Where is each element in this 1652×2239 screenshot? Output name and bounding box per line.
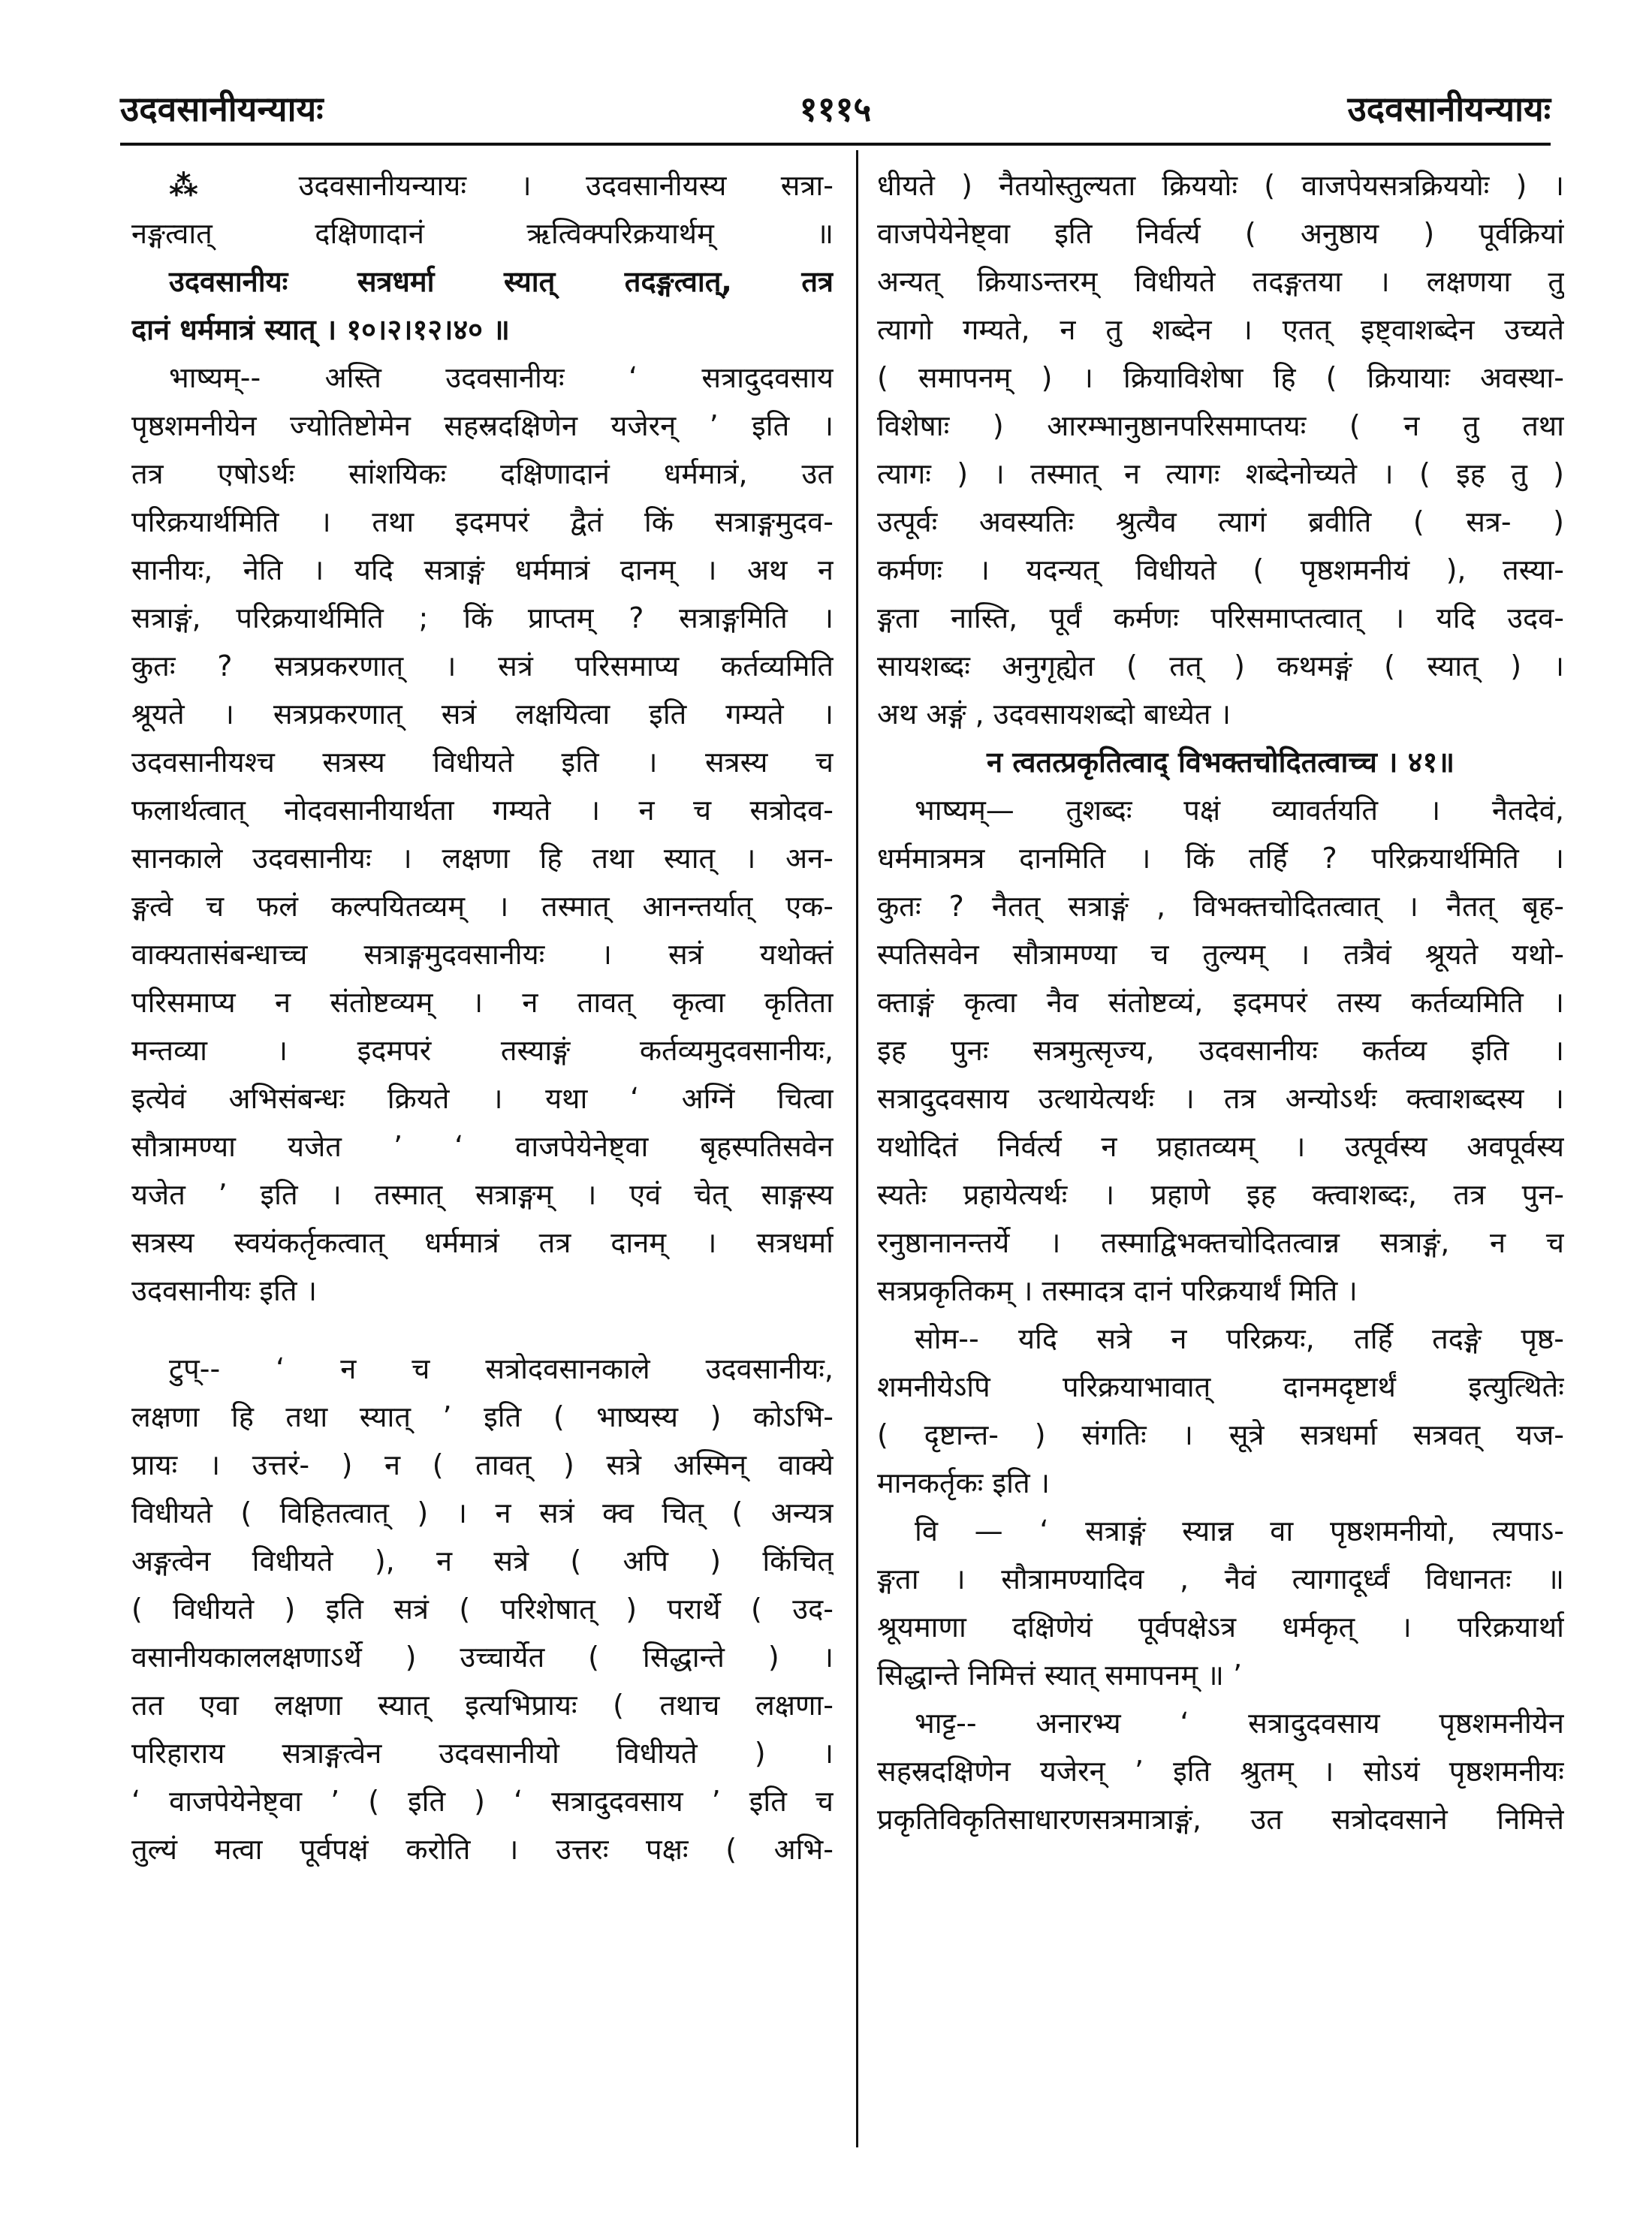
- text-line: स्यतेः प्रहायेत्यर्थः । प्रहाणे इह क्त्वाशब्दः, तत्र पुन-: [877, 1178, 1564, 1211]
- text-line: श्रूयमाणा दक्षिणेयं पूर्वपक्षेऽत्र धर्मकृत् । परिक्रयार्था: [877, 1611, 1564, 1644]
- text-line: ⁂ उदवसानीयन्यायः । उदवसानीयस्य सत्रा-: [169, 169, 834, 202]
- text-line: परिसमाप्य न संतोष्टव्यम् । न तावत् कृत्वा कृतिता: [131, 986, 834, 1019]
- text-line: सत्रप्रकृतिकम् । तस्मादत्र दानं परिक्रयार्थं मिति ।: [877, 1274, 1358, 1307]
- text-line: सानकाले उदवसानीयः । लक्षणा हि तथा स्यात् । अन-: [131, 842, 834, 875]
- text-line: ( समापनम् ) । क्रियाविशेषा हि ( क्रियायाः अवस्था-: [877, 361, 1564, 394]
- text-line: सायशब्दः अनुगृह्येत ( तत् ) कथमङ्गं ( स्यात् ) ।: [877, 649, 1564, 683]
- text-line: वाक्यतासंबन्धाच्च सत्राङ्गमुदवसानीयः । सत्रं यथोक्तं: [131, 938, 834, 971]
- text-line: उत्पूर्वः अवस्यतिः श्रुत्यैव त्यागं ब्रवीति ( सत्र- ): [877, 505, 1564, 538]
- text-line: सोम-- यदि सत्रे न परिक्रयः, तर्हि तदङ्गे पृष्ठ-: [915, 1322, 1564, 1355]
- sutra-line: दानं धर्ममात्रं स्यात् । १०।२।१२।४० ॥: [131, 313, 510, 346]
- text-line: ( विधीयते ) इति सत्रं ( परिशेषात् ) परार्थे ( उद-: [131, 1593, 834, 1626]
- text-line: परिहाराय सत्राङ्गत्वेन उदवसानीयो विधीयते ) ।: [131, 1737, 834, 1770]
- text-line: स्पतिसवेन सौत्रामण्या च तुल्यम् । तत्रैवं श्रूयते यथो-: [877, 938, 1564, 971]
- text-line: ‘ वाजपेयेनेष्ट्वा ’ ( इति ) ‘ सत्रादुदवसाय ’ इति च: [131, 1785, 834, 1818]
- text-line: तत्र एषोऽर्थः सांशयिकः दक्षिणादानं धर्ममात्रं, उत: [131, 457, 834, 490]
- column-divider: [856, 150, 858, 2147]
- text-line: धर्ममात्रमत्र दानमिति । किं तर्हि ? परिक्रयार्थमिति ।: [877, 842, 1564, 875]
- paragraph-gap: [131, 1315, 834, 1345]
- page-header: [120, 79, 1551, 139]
- text-line: वसानीयकाललक्षणाऽर्थे ) उच्चार्येत ( सिद्धान्ते ) ।: [131, 1641, 834, 1674]
- text-line: इत्येवं अभिसंबन्धः क्रियते । यथा ‘ अग्निं चित्वा: [131, 1082, 834, 1115]
- text-line: सत्रादुदवसाय उत्थायेत्यर्थः । तत्र अन्योऽर्थः क्त्वाशब्दस्य ।: [877, 1082, 1564, 1115]
- running-title-left: उदवसानीयन्यायः: [120, 89, 324, 129]
- text-line: रनुष्ठानानन्तर्ये । तस्माद्विभक्तचोदितत्वान्न सत्राङ्गं, न च: [877, 1226, 1564, 1259]
- text-line: श्रूयते । सत्रप्रकरणात् सत्रं लक्षयित्वा इति गम्यते ।: [131, 698, 834, 731]
- page-number: १११५: [799, 89, 872, 129]
- section-mark-icon: ⁂: [169, 169, 299, 202]
- text-line: कुतः ? नैतत् सत्राङ्गं , विभक्तचोदितत्वात् । नैतत् बृह-: [877, 890, 1564, 923]
- text-line: शमनीयेऽपि परिक्रयाभावात् दानमदृष्टार्थं इत्युत्थितेः: [877, 1370, 1564, 1403]
- text-line: त्यागः ) । तस्मात् न त्यागः शब्देनोच्यते । ( इह तु ): [877, 457, 1564, 490]
- text-line: क्ताङ्गं कृत्वा नैव संतोष्टव्यं, इदमपरं तस्य कर्तव्यमिति ।: [877, 986, 1564, 1019]
- sutra-line: उदवसानीयः सत्रधर्मा स्यात् तदङ्गत्वात्, तत्र: [169, 265, 834, 298]
- text-line: उदवसानीयः इति ।: [131, 1274, 318, 1307]
- text-line: लक्षणा हि तथा स्यात् ’ इति ( भाष्यस्य ) कोऽभि-: [131, 1400, 834, 1433]
- text-line: धीयते ) नैतयोस्तुल्यता क्रिययोः ( वाजपेयसत्रक्रिययोः ) ।: [877, 169, 1564, 202]
- text-line: ( दृष्टान्त- ) संगतिः । सूत्रे सत्रधर्मा सत्रवत् यज-: [877, 1418, 1564, 1451]
- text-line: तत एवा लक्षणा स्यात् इत्यभिप्रायः ( तथाच लक्षणा-: [131, 1689, 834, 1722]
- header-rule: [120, 143, 1551, 146]
- text-line: सत्राङ्गं, परिक्रयार्थमिति ; किं प्राप्तम् ? सत्राङ्गमिति ।: [131, 601, 834, 634]
- text-line: भाष्यम्— तुशब्दः पक्षं व्यावर्तयति । नैतदेवं,: [915, 794, 1564, 827]
- text-line: सौत्रामण्या यजेत ’ ‘ वाजपेयेनेष्ट्वा बृहस्पतिसवेन: [131, 1130, 834, 1163]
- text-line: प्रायः । उत्तरं- ) न ( तावत् ) सत्रे अस्मिन् वाक्ये: [131, 1448, 834, 1481]
- text-line: इह पुनः सत्रमुत्सृज्य, उदवसानीयः कर्तव्य इति ।: [877, 1034, 1564, 1067]
- text-line: यथोदितं निर्वर्त्य न प्रहातव्यम् । उत्पूर्वस्य अवपूर्वस्य: [877, 1130, 1564, 1163]
- text-line: ङ्गता । सौत्रामण्यादिव , नैवं त्यागादूर्ध्वं विधानतः ॥: [877, 1562, 1564, 1596]
- text-line: वाजपेयेनेष्ट्वा इति निर्वर्त्य ( अनुष्ठाय ) पूर्वक्रियां: [877, 217, 1564, 250]
- sutra-heading: न त्वतत्प्रकृतित्वाद् विभक्तचोदितत्वाच्च । ४१॥: [987, 746, 1455, 779]
- text-line: भाट्ट-- अनारभ्य ‘ सत्रादुदवसाय पृष्ठशमनीयेन: [915, 1707, 1564, 1740]
- right-column: [877, 161, 1564, 1843]
- text-line: विधीयते ( विहितत्वात् ) । न सत्रं क्व चित् ( अन्यत्र: [131, 1496, 834, 1529]
- text-line: कुतः ? सत्रप्रकरणात् । सत्रं परिसमाप्य कर्तव्यमिति: [131, 649, 834, 683]
- text-line: अङ्गत्वेन विधीयते ), न सत्रे ( अपि ) किंचित्: [131, 1544, 834, 1578]
- text-line: टुप्-- ‘ न च सत्रोदवसानकाले उदवसानीयः,: [169, 1352, 834, 1385]
- text-line: प्रकृतिविकृतिसाधारणसत्रमात्राङ्गं, उत सत्रोदवसाने निमित्ते: [877, 1803, 1564, 1836]
- text-line: फलार्थत्वात् नोदवसानीयार्थता गम्यते । न च सत्रोदव-: [131, 794, 834, 827]
- text-line: पृष्ठशमनीयेन ज्योतिष्टोमेन सहस्रदक्षिणेन यजेरन् ’ इति ।: [131, 409, 834, 442]
- text-line: विशेषाः ) आरम्भानुष्ठानपरिसमाप्तयः ( न तु तथा: [877, 409, 1564, 442]
- text-line: नङ्गत्वात् दक्षिणादानं ऋत्विक्परिक्रयार्थम् ॥: [131, 217, 834, 250]
- left-column: [131, 161, 834, 1873]
- text-line: उदवसानीयश्च सत्रस्य विधीयते इति । सत्रस्य च: [131, 746, 834, 779]
- text-line: ङ्गत्वे च फलं कल्पयितव्यम् । तस्मात् आनन्तर्यात् एक-: [131, 890, 834, 923]
- text-line: सानीयः, नेति । यदि सत्राङ्गं धर्ममात्रं दानम् । अथ न: [131, 553, 834, 586]
- text-line: सहस्रदक्षिणेन यजेरन् ’ इति श्रुतम् । सोऽयं पृष्ठशमनीयः: [877, 1755, 1564, 1788]
- text-line: तुल्यं मत्वा पूर्वपक्षं करोति । उत्तरः पक्षः ( अभि-: [131, 1833, 834, 1866]
- text-line: कर्मणः । यदन्यत् विधीयते ( पृष्ठशमनीयं ), तस्या-: [877, 553, 1564, 586]
- text-line: सत्रस्य स्वयंकर्तृकत्वात् धर्ममात्रं तत्र दानम् । सत्रधर्मा: [131, 1226, 834, 1259]
- text-line: त्यागो गम्यते, न तु शब्देन । एतत् इष्ट्वाशब्देन उच्यते: [877, 313, 1564, 346]
- text-line: ङ्गता नास्ति, पूर्वं कर्मणः परिसमाप्तत्वात् । यदि उदव-: [877, 601, 1564, 634]
- text-line: सिद्धान्ते निमित्तं स्यात् समापनम् ॥ ’: [877, 1659, 1243, 1692]
- text-line: अथ अङ्गं , उदवसायशब्दो बाध्येत ।: [877, 698, 1231, 731]
- text-line: यजेत ’ इति । तस्मात् सत्राङ्गम् । एवं चेत् साङ्गस्य: [131, 1178, 834, 1211]
- text-line: मानकर्तृकः इति ।: [877, 1466, 1051, 1499]
- text-line: वि — ‘ सत्राङ्गं स्यान्न वा पृष्ठशमनीयो, त्यपाऽ-: [915, 1514, 1564, 1547]
- text-line: भाष्यम्-- अस्ति उदवसानीयः ‘ सत्रादुदवसाय: [169, 361, 834, 394]
- text-line: मन्तव्या । इदमपरं तस्याङ्गं कर्तव्यमुदवसानीयः,: [131, 1034, 834, 1067]
- text-line: अन्यत् क्रियाऽन्तरम् विधीयते तदङ्गतया । लक्षणया तु: [877, 265, 1564, 298]
- running-title-right: उदवसानीयन्यायः: [1347, 89, 1551, 129]
- text-line: परिक्रयार्थमिति । तथा इदमपरं द्वैतं किं सत्राङ्गमुदव-: [131, 505, 834, 538]
